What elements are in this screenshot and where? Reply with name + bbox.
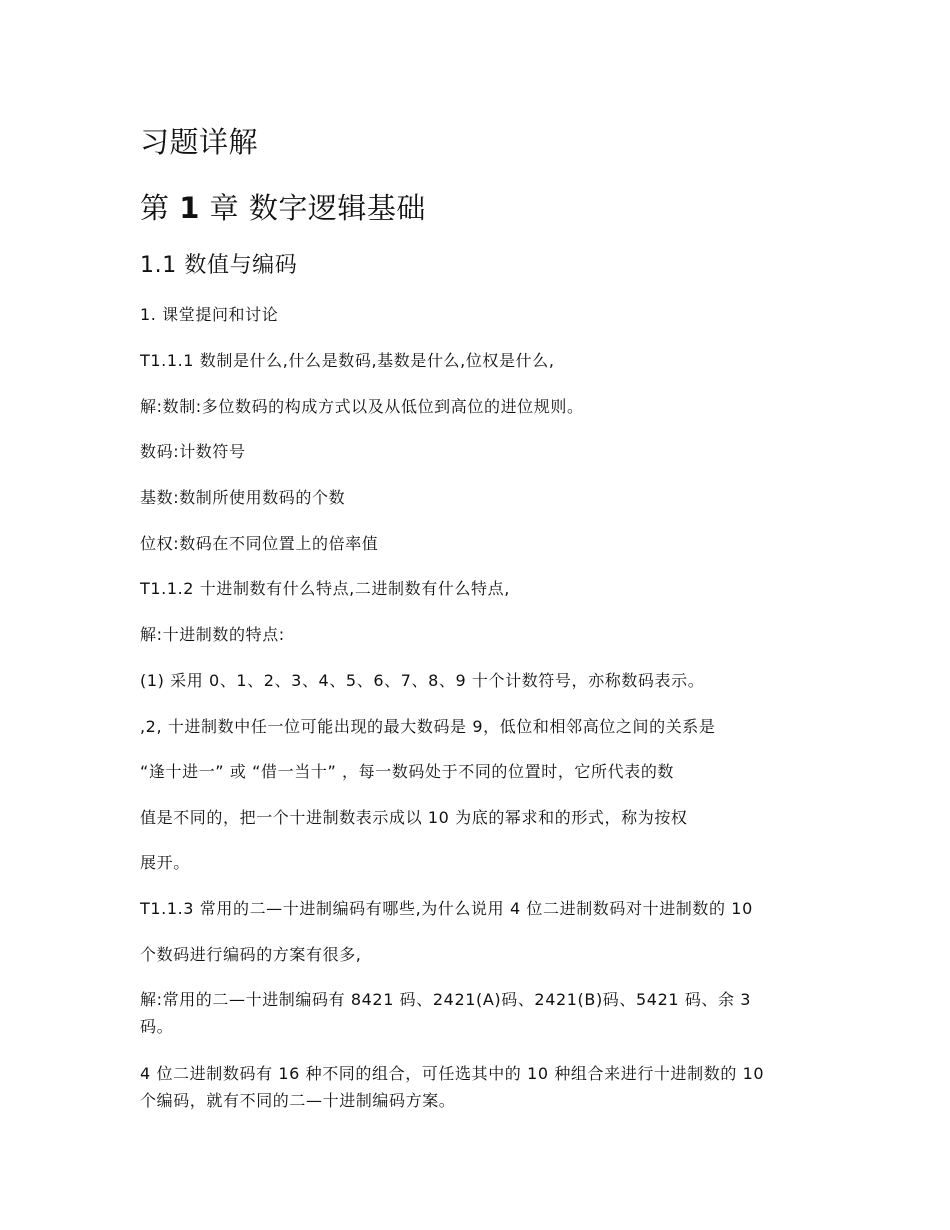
text-line: (1) 采用 0、1、2、3、4、5、6、7、8、9 十个计数符号，亦称数码表示。 [140, 671, 705, 690]
text-line: 个数码进行编码的方案有很多, [140, 945, 362, 964]
text-line: 解:十进制数的特点: [140, 625, 285, 644]
text-line: T1.1.3 常用的二—十进制编码有哪些,为什么说用 4 位二进制数码对十进制数的 10 [140, 899, 753, 918]
text-line: “逢十进一” 或 “借一当十” ，每一数码处于不同的位置时，它所代表的数 [140, 762, 675, 781]
text-line: 4 位二进制数码有 16 种不同的组合，可任选其中的 10 种组合来进行十进制数的 10 [140, 1064, 765, 1083]
text-line: T1.1.1 数制是什么,什么是数码,基数是什么,位权是什么, [140, 351, 555, 370]
text-line: 码。 [140, 1017, 174, 1036]
chapter-title: 章 数字逻辑基础 [209, 191, 426, 225]
text-line: 展开。 [140, 853, 190, 872]
text-line: 数码:计数符号 [140, 442, 246, 461]
text-line: 解:数制:多位数码的构成方式以及从低位到高位的进位规则。 [140, 397, 584, 416]
text-line: 值是不同的，把一个十进制数表示成以 10 为底的幂求和的形式，称为按权 [140, 808, 688, 827]
section-heading: 1.1 数值与编码 [140, 253, 298, 278]
text-line: 基数:数制所使用数码的个数 [140, 488, 346, 507]
chapter-heading [140, 190, 426, 226]
text-line: 解:常用的二—十进制编码有 8421 码、2421(A)码、2421(B)码、5421 码、余 3 [140, 990, 752, 1009]
text-line: 个编码，就有不同的二—十进制编码方案。 [140, 1091, 456, 1110]
document-title: 习题详解 [140, 125, 259, 159]
chapter-number: 1 [179, 191, 200, 225]
text-line: ,2, 十进制数中任一位可能出现的最大数码是 9，低位和相邻高位之间的关系是 [140, 717, 716, 736]
chapter-prefix: 第 [140, 191, 170, 225]
text-line: 1. 课堂提问和讨论 [140, 305, 279, 324]
text-line: 位权:数码在不同位置上的倍率值 [140, 534, 379, 553]
text-line: T1.1.2 十进制数有什么特点,二进制数有什么特点, [140, 579, 510, 598]
